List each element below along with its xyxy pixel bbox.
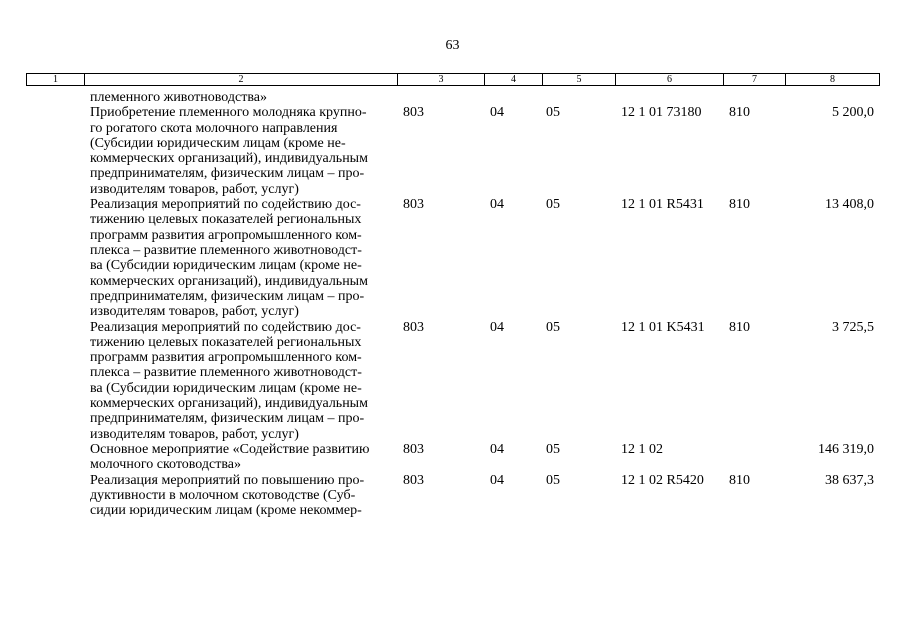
cell-target-article: 12 1 01 K5431 [621, 319, 705, 335]
description-line: дуктивности в молочном скотоводстве (Суб- [90, 487, 356, 503]
description-line: тижению целевых показателей региональных [90, 212, 362, 228]
cell-target-article: 12 1 02 [621, 441, 663, 457]
cell-section-code: 04 [490, 319, 504, 335]
cell-expense-type: 810 [729, 105, 750, 121]
cell-subsection-code: 05 [546, 319, 560, 335]
description-line: (Субсидии юридическим лицам (кроме не- [90, 135, 346, 151]
description-line: плекса – развитие племенного животноводст- [90, 242, 362, 258]
row-description [90, 197, 395, 319]
description-line: Реализация мероприятий по повышению про- [90, 472, 365, 488]
description-line: тижению целевых показателей региональных [90, 334, 362, 350]
header-cell-2: 2 [85, 74, 398, 85]
description-line: ва (Субсидии юридическим лицам (кроме не- [90, 258, 362, 274]
description-line: изводителям товаров, работ, услуг) [90, 181, 299, 197]
description-line: Реализация мероприятий по содействию дос- [90, 319, 361, 335]
header-cell-7: 7 [724, 74, 786, 85]
cell-section-code: 04 [490, 197, 504, 213]
description-line: ва (Субсидии юридическим лицам (кроме не- [90, 380, 362, 396]
row-description [90, 320, 395, 442]
description-line: изводителям товаров, работ, услуг) [90, 304, 299, 320]
cell-admin-code: 803 [403, 441, 424, 457]
row-description [90, 90, 395, 105]
cell-amount: 5 200,0 [832, 105, 874, 121]
cell-expense-type: 810 [729, 319, 750, 335]
description-line: молочного скотоводства» [90, 457, 241, 473]
header-cell-8: 8 [830, 74, 835, 85]
cell-expense-type: 810 [729, 472, 750, 488]
description-line: коммерческих организаций), индивидуальным [90, 395, 368, 411]
cell-section-code: 04 [490, 472, 504, 488]
header-cell-4: 4 [485, 74, 543, 85]
header-cell-5: 5 [543, 74, 616, 85]
page-number: 63 [445, 38, 460, 53]
description-line: коммерческих организаций), индивидуальным [90, 273, 368, 289]
row-description [90, 473, 395, 519]
cell-section-code: 04 [490, 441, 504, 457]
cell-subsection-code: 05 [546, 472, 560, 488]
description-line: Реализация мероприятий по содействию дос- [90, 197, 361, 213]
cell-target-article: 12 1 01 R5431 [621, 197, 704, 213]
cell-admin-code: 803 [403, 105, 424, 121]
cell-admin-code: 803 [403, 472, 424, 488]
description-line: племенного животноводства» [90, 90, 267, 105]
description-line: программ развития агропромышленного ком- [90, 350, 362, 366]
description-line: Основное мероприятие «Содействие развитию [90, 441, 370, 457]
cell-expense-type: 810 [729, 197, 750, 213]
description-line: предпринимателям, физическим лицам – про- [90, 288, 365, 304]
description-line: Приобретение племенного молодняка крупно- [90, 105, 367, 121]
cell-amount: 3 725,5 [832, 319, 874, 335]
cell-admin-code: 803 [403, 197, 424, 213]
cell-subsection-code: 05 [546, 441, 560, 457]
description-line: изводителям товаров, работ, услуг) [90, 426, 299, 442]
header-cell-1: 1 [27, 74, 85, 85]
description-line: предпринимателям, физическим лицам – про- [90, 411, 365, 427]
cell-amount: 146 319,0 [818, 441, 874, 457]
cell-target-article: 12 1 01 73180 [621, 105, 702, 121]
row-description [90, 105, 395, 197]
header-cell-6: 6 [616, 74, 724, 85]
description-line: плекса – развитие племенного животноводст- [90, 365, 362, 381]
cell-admin-code: 803 [403, 319, 424, 335]
cell-section-code: 04 [490, 105, 504, 121]
cell-subsection-code: 05 [546, 105, 560, 121]
description-line: го рогатого скота молочного направления [90, 120, 338, 136]
description-line: коммерческих организаций), индивидуальным [90, 151, 368, 167]
cell-amount: 13 408,0 [825, 197, 874, 213]
header-cell-3: 3 [398, 74, 485, 85]
description-line: сидии юридическим лицам (кроме некоммер- [90, 503, 362, 519]
cell-amount: 38 637,3 [825, 472, 874, 488]
cell-subsection-code: 05 [546, 197, 560, 213]
row-description [90, 442, 395, 473]
description-line: предпринимателям, физическим лицам – про- [90, 166, 365, 182]
cell-target-article: 12 1 02 R5420 [621, 472, 704, 488]
table-header-row [26, 73, 880, 86]
description-line: программ развития агропромышленного ком- [90, 227, 362, 243]
